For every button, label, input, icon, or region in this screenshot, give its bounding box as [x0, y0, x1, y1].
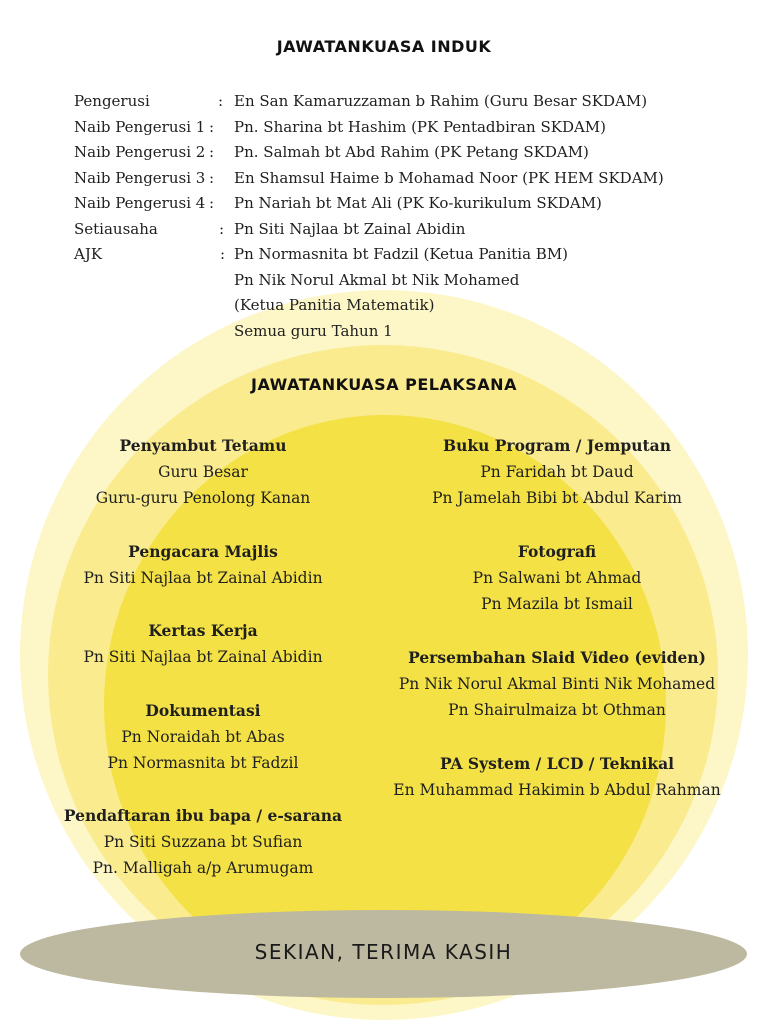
induk-colon: :: [219, 219, 225, 238]
induk-name: Pn Normasnita bt Fadzil (Ketua Panitia BM): [234, 245, 569, 263]
pelaksana-heading: JAWATANKUASA PELAKSANA: [251, 375, 517, 394]
induk-name: Pn. Sharina bt Hashim (PK Pentadbiran SKDAM): [234, 117, 607, 136]
induk-role: Setiausaha: [74, 219, 158, 238]
induk-colon: :: [220, 245, 226, 263]
induk-role: AJK: [74, 245, 103, 263]
committee-block: [357, 433, 757, 511]
induk-colon: :: [209, 143, 215, 161]
induk-name: Pn Nik Norul Akmal bt Nik Mohamed: [234, 270, 520, 289]
committee-member: Pn Mazila bt Ismail: [481, 595, 633, 613]
committee-block: [3, 698, 403, 776]
induk-name: Pn Siti Najlaa bt Zainal Abidin: [234, 219, 466, 238]
committee-block: [3, 618, 403, 670]
committee-member: Pn Siti Suzzana bt Sufian: [103, 833, 303, 851]
committee-member: Guru-guru Penolong Kanan: [95, 489, 311, 507]
committee-title: Penyambut Tetamu: [119, 436, 287, 455]
committee-block: [357, 645, 757, 723]
committee-member: Pn Jamelah Bibi bt Abdul Karim: [432, 489, 682, 507]
committee-title: Persembahan Slaid Video (eviden): [408, 648, 706, 667]
induk-colon: :: [209, 194, 215, 212]
committee-block: [3, 803, 403, 881]
committee-member: Pn Noraidah bt Abas: [121, 728, 285, 746]
induk-name: Pn. Salmah bt Abd Rahim (PK Petang SKDAM): [234, 143, 589, 161]
induk-role: Naib Pengerusi 3: [74, 168, 206, 187]
committee-title: Pendaftaran ibu bapa / e-sarana: [63, 806, 343, 825]
induk-colon: :: [209, 117, 215, 136]
committee-title: Kertas Kerja: [148, 621, 258, 640]
committee-block: [357, 751, 757, 803]
committee-member: Pn Siti Najlaa bt Zainal Abidin: [83, 648, 323, 666]
committee-member: Pn Faridah bt Daud: [480, 463, 634, 481]
induk-heading: JAWATANKUASA INDUK: [276, 37, 492, 56]
committee-member: En Muhammad Hakimin b Abdul Rahman: [393, 781, 721, 799]
committee-member: Pn Nik Norul Akmal Binti Nik Mohamed: [398, 675, 716, 693]
induk-colon: :: [209, 168, 215, 187]
closing-text: SEKIAN, TERIMA KASIH: [254, 940, 513, 964]
committee-title: Fotografi: [517, 542, 597, 561]
induk-role: Naib Pengerusi 2: [74, 143, 206, 161]
committee-title: Buku Program / Jemputan: [442, 436, 671, 455]
committee-member: Pn. Malligah a/p Arumugam: [92, 859, 314, 877]
committee-block: [3, 433, 403, 511]
induk-name: Pn Nariah bt Mat Ali (PK Ko-kurikulum SKDAM): [234, 194, 602, 212]
committee-member: Guru Besar: [158, 463, 248, 481]
induk-name: En Shamsul Haime b Mohamad Noor (PK HEM SKDAM): [234, 168, 664, 187]
committee-block: [357, 539, 757, 617]
committee-member: Pn Siti Najlaa bt Zainal Abidin: [83, 569, 323, 587]
induk-name: (Ketua Panitia Matematik): [234, 296, 435, 314]
committee-title: Dokumentasi: [145, 701, 261, 720]
induk-name: Semua guru Tahun 1: [234, 321, 393, 340]
committee-title: PA System / LCD / Teknikal: [439, 754, 675, 773]
induk-role: Naib Pengerusi 4: [74, 194, 206, 212]
committee-title: Pengacara Majlis: [128, 542, 278, 561]
committee-member: Pn Shairulmaiza bt Othman: [448, 701, 666, 719]
induk-role: Naib Pengerusi 1: [74, 117, 206, 136]
committee-member: Pn Normasnita bt Fadzil: [107, 754, 299, 772]
committee-block: [3, 539, 403, 591]
induk-role: Pengerusi: [74, 92, 150, 110]
induk-colon: :: [218, 92, 224, 110]
induk-name: En San Kamaruzzaman b Rahim (Guru Besar SKDAM): [234, 92, 648, 110]
committee-member: Pn Salwani bt Ahmad: [472, 569, 642, 587]
